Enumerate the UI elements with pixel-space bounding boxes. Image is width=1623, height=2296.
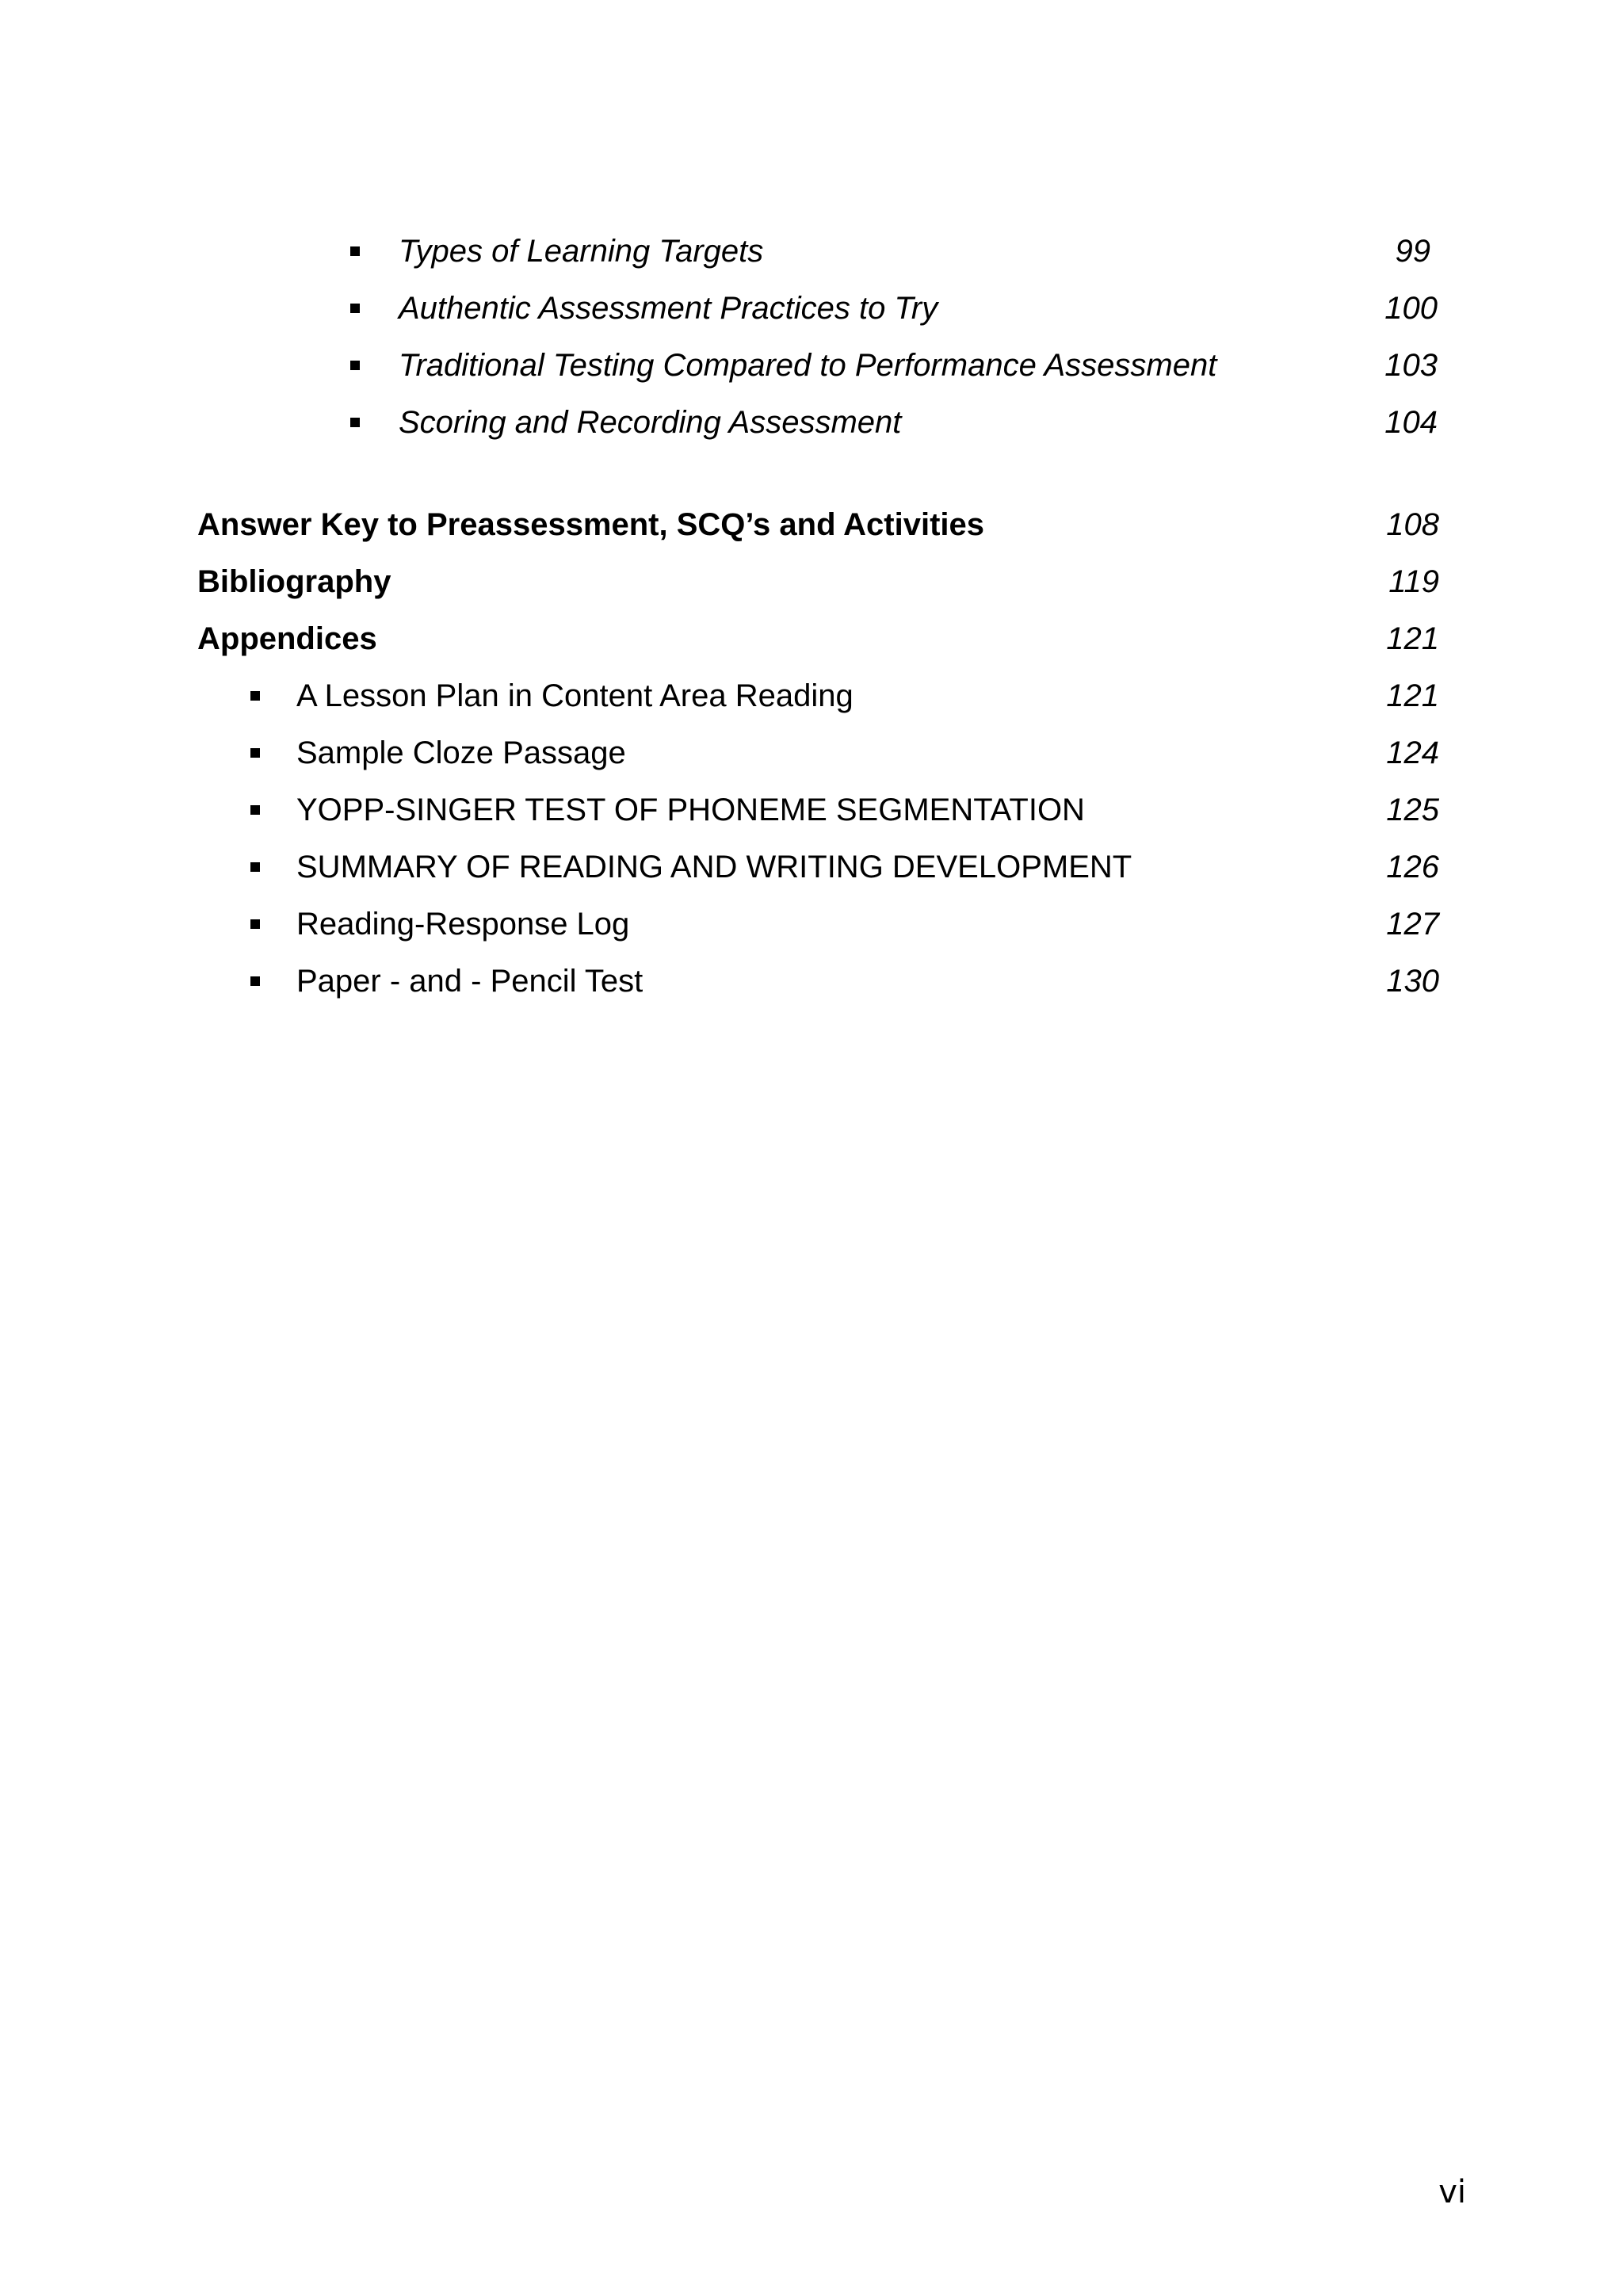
- square-bullet-icon: [250, 691, 260, 701]
- toc-page-number: 104: [1384, 405, 1438, 440]
- toc-appendix-title: SUMMARY OF READING AND WRITING DEVELOPMENT: [296, 850, 1132, 884]
- toc-page-number: 127: [1386, 907, 1439, 942]
- toc-appendix-item: [0, 788, 1623, 832]
- square-bullet-icon: [250, 805, 260, 815]
- toc-section-title: Appendices: [197, 621, 377, 656]
- toc-section: [0, 617, 1623, 661]
- toc-page-number: 121: [1386, 678, 1439, 713]
- toc-section-title: Bibliography: [197, 564, 391, 599]
- toc-appendix-title: Reading-Response Log: [296, 907, 630, 942]
- toc-appendix-title: Paper - and - Pencil Test: [296, 964, 643, 999]
- toc-page-number: 125: [1386, 793, 1439, 827]
- toc-page-number: 121: [1386, 621, 1439, 656]
- toc-page-number: 119: [1388, 564, 1439, 599]
- square-bullet-icon: [350, 418, 360, 427]
- toc-appendix-item: [0, 674, 1623, 718]
- toc-appendix-item: [0, 902, 1623, 946]
- square-bullet-icon: [250, 862, 260, 872]
- toc-section: [0, 560, 1623, 604]
- square-bullet-icon: [250, 976, 260, 986]
- square-bullet-icon: [350, 246, 360, 256]
- toc-section-title: Answer Key to Preassessment, SCQ’s and Activities: [197, 507, 984, 542]
- toc-subitem-title: Traditional Testing Compared to Performance Assessment: [399, 348, 1217, 383]
- toc-subitem: [0, 343, 1623, 388]
- toc-page-number: 124: [1386, 735, 1439, 770]
- square-bullet-icon: [350, 304, 360, 313]
- toc-page-number: 103: [1384, 348, 1438, 383]
- toc-appendix-item: [0, 731, 1623, 775]
- toc-page-number: 99: [1395, 234, 1430, 269]
- toc-subitem-title: Types of Learning Targets: [399, 234, 764, 269]
- toc-appendix-item: [0, 959, 1623, 1003]
- page-number: vi: [1438, 2174, 1466, 2210]
- toc-subitem: [0, 286, 1623, 330]
- square-bullet-icon: [250, 919, 260, 929]
- toc-appendix-title: YOPP-SINGER TEST OF PHONEME SEGMENTATION: [296, 793, 1085, 827]
- square-bullet-icon: [350, 361, 360, 370]
- toc-subitem-title: Scoring and Recording Assessment: [399, 405, 902, 440]
- toc-section: [0, 502, 1623, 547]
- square-bullet-icon: [250, 748, 260, 758]
- toc-subitem: [0, 229, 1623, 273]
- toc-page-number: 126: [1386, 850, 1439, 884]
- toc-page-number: 100: [1384, 291, 1438, 326]
- toc-appendix-title: A Lesson Plan in Content Area Reading: [296, 678, 854, 713]
- toc-subitem: [0, 400, 1623, 445]
- toc-subitem-title: Authentic Assessment Practices to Try: [399, 291, 938, 326]
- toc-appendix-title: Sample Cloze Passage: [296, 735, 626, 770]
- toc-appendix-item: [0, 845, 1623, 889]
- toc-page-number: 130: [1386, 964, 1439, 999]
- toc-page-number: 108: [1386, 507, 1439, 542]
